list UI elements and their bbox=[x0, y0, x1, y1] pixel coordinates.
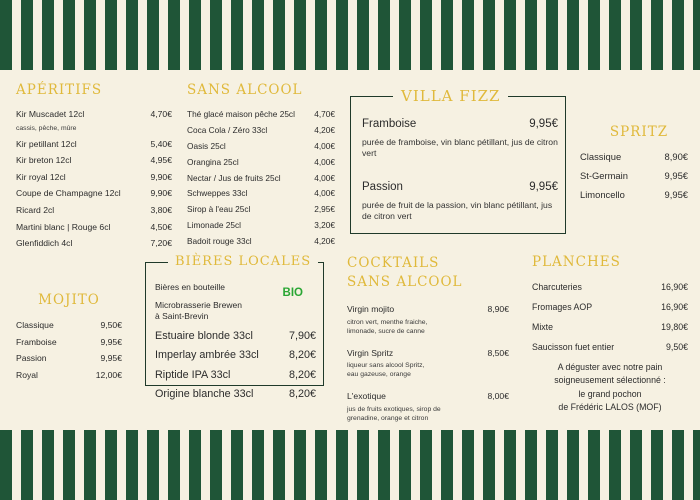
item-price: 16,90€ bbox=[661, 282, 688, 292]
intro-line: à Saint-Brevin bbox=[155, 311, 209, 321]
item-name: Passion bbox=[16, 353, 47, 364]
item-price: 8,20€ bbox=[288, 388, 316, 401]
menu-item bbox=[187, 205, 335, 213]
mojito-section bbox=[16, 292, 122, 387]
menu-item bbox=[347, 349, 509, 380]
item-name: Mixte bbox=[532, 321, 554, 332]
menu-item bbox=[155, 350, 316, 361]
item-price: 4,70€ bbox=[150, 109, 172, 119]
spritz-title: SPRITZ bbox=[609, 124, 669, 140]
item-description bbox=[347, 361, 509, 379]
item-name: Kir royal 12cl bbox=[16, 171, 66, 182]
item-price: 8,20€ bbox=[288, 368, 316, 381]
item-description: cassis, pêche, mûre bbox=[16, 124, 77, 132]
item-name: Coupe de Champagne 12cl bbox=[16, 188, 121, 199]
item-price: 8,50€ bbox=[487, 347, 509, 358]
planches-section bbox=[532, 254, 688, 415]
menu-item bbox=[532, 303, 688, 312]
item-name: Virgin mojito bbox=[347, 304, 395, 314]
menu-item bbox=[347, 392, 509, 423]
bieres-locales-box bbox=[145, 254, 324, 401]
item-name: Coca Cola / Zéro 33cl bbox=[187, 124, 268, 135]
menu-item bbox=[187, 126, 335, 134]
menu-item bbox=[16, 156, 172, 165]
menu-item bbox=[16, 189, 172, 198]
menu-item bbox=[532, 323, 688, 332]
item-price: 9,95€ bbox=[664, 189, 688, 201]
menu-item bbox=[16, 338, 122, 347]
menu-item bbox=[580, 171, 688, 180]
item-price: 9,90€ bbox=[150, 171, 172, 182]
item-price: 9,95€ bbox=[664, 170, 688, 182]
item-name: St-Germain bbox=[580, 170, 628, 182]
item-price: 4,95€ bbox=[150, 155, 172, 166]
item-name: Kir breton 12cl bbox=[16, 155, 72, 166]
item-name: Sirop à l'eau 25cl bbox=[187, 204, 251, 215]
item-name: Imperlay ambrée 33cl bbox=[155, 349, 259, 362]
menu-item bbox=[16, 140, 172, 149]
menu-item bbox=[16, 173, 172, 182]
sans-alcool-title: SANS ALCOOL bbox=[187, 82, 303, 98]
aperitifs-title: APÉRITIFS bbox=[16, 82, 103, 98]
note-line: le grand pochon bbox=[578, 388, 642, 399]
bieres-intro bbox=[155, 282, 267, 323]
menu-item bbox=[187, 237, 335, 245]
menu-item bbox=[16, 110, 172, 132]
item-name: Martini blanc | Rouge 6cl bbox=[16, 221, 111, 232]
item-price: 9,95€ bbox=[100, 336, 122, 347]
item-name: Limonade 25cl bbox=[187, 220, 241, 231]
item-price: 9,50€ bbox=[665, 341, 688, 352]
item-price: 8,20€ bbox=[288, 349, 316, 362]
item-name: Fromages AOP bbox=[532, 301, 593, 312]
item-price: 7,90€ bbox=[288, 330, 316, 342]
menu-item bbox=[362, 182, 558, 223]
desc-line: liqueur sans alcool Spritz, bbox=[347, 362, 425, 370]
menu-item bbox=[16, 371, 122, 380]
item-price: 4,20€ bbox=[314, 236, 335, 247]
cocktails-title-line2: SANS ALCOOL bbox=[347, 274, 463, 290]
item-price: 4,00€ bbox=[314, 172, 335, 183]
menu-item bbox=[187, 142, 335, 150]
item-description: purée de fruit de la passion, vin blanc pétillant, jus de citron vert bbox=[362, 199, 553, 221]
item-name: Thé glacé maison pêche 25cl bbox=[187, 109, 295, 119]
menu-item bbox=[187, 189, 335, 197]
item-price: 12,00€ bbox=[95, 369, 122, 380]
note-line: de Frédéric LALOS (MOF) bbox=[558, 402, 662, 413]
item-name: Kir petillant 12cl bbox=[16, 138, 77, 149]
bieres-title: BIÈRES LOCALES bbox=[168, 254, 318, 269]
spritz-section bbox=[580, 124, 688, 210]
cocktails-section bbox=[347, 254, 509, 423]
cocktails-title-line1: COCKTAILS bbox=[347, 255, 440, 271]
note-line: A déguster avec notre pain bbox=[557, 361, 663, 372]
item-name: Schweppes 33cl bbox=[187, 188, 248, 199]
item-name: Orangina 25cl bbox=[187, 156, 239, 167]
item-price: 4,70€ bbox=[314, 109, 335, 119]
item-name: Glenfiddich 4cl bbox=[16, 238, 73, 249]
item-name: Charcuteries bbox=[532, 282, 582, 292]
item-name: Badoit rouge 33cl bbox=[187, 236, 252, 247]
bio-badge: BIO bbox=[282, 287, 303, 299]
item-name: Passion bbox=[362, 181, 403, 193]
item-name: Oasis 25cl bbox=[187, 140, 226, 151]
menu-item bbox=[580, 190, 688, 199]
item-price: 4,00€ bbox=[314, 188, 335, 199]
menu-item bbox=[532, 343, 688, 352]
villa-fizz-box bbox=[350, 87, 566, 234]
desc-line: citron vert, menthe fraiche, bbox=[347, 318, 428, 326]
item-name: Riptide IPA 33cl bbox=[155, 368, 231, 381]
item-name: Estuaire blonde 33cl bbox=[155, 330, 253, 342]
item-name: Framboise bbox=[362, 118, 417, 130]
item-price: 4,20€ bbox=[314, 124, 335, 135]
menu-item bbox=[187, 221, 335, 229]
item-name: Virgin Spritz bbox=[347, 347, 394, 358]
item-price: 9,95€ bbox=[100, 353, 122, 364]
item-name: Limoncello bbox=[580, 189, 625, 201]
desc-line: jus de fruits exotiques, sirop de bbox=[347, 405, 441, 413]
menu-item bbox=[155, 389, 316, 400]
item-price: 8,90€ bbox=[664, 151, 688, 162]
intro-line: Microbrasserie Brewen bbox=[155, 299, 242, 310]
menu-item bbox=[187, 174, 335, 182]
item-description bbox=[347, 318, 509, 336]
menu-item bbox=[187, 110, 335, 118]
menu-item bbox=[532, 283, 688, 292]
desc-line: limonade, sucre de canne bbox=[347, 327, 425, 335]
item-price: 9,95€ bbox=[529, 181, 558, 193]
item-name: Classique bbox=[580, 151, 622, 162]
item-price: 8,90€ bbox=[487, 304, 509, 314]
item-price: 4,00€ bbox=[314, 156, 335, 167]
intro-line: Bières en bouteille bbox=[155, 282, 225, 292]
aperitifs-section bbox=[16, 82, 172, 256]
top-stripe-banner bbox=[0, 0, 700, 70]
bieres-list bbox=[155, 331, 316, 409]
bottom-stripe-banner bbox=[0, 430, 700, 500]
item-price: 3,80€ bbox=[150, 204, 172, 215]
item-price: 16,90€ bbox=[661, 301, 688, 312]
item-name: Origine blanche 33cl bbox=[155, 388, 254, 401]
item-name: Framboise bbox=[16, 336, 57, 347]
note-line: soigneusement sélectionné : bbox=[554, 375, 666, 386]
item-price: 4,00€ bbox=[314, 140, 335, 151]
item-price: 9,95€ bbox=[529, 118, 558, 130]
menu-item bbox=[16, 239, 172, 248]
menu-item bbox=[580, 152, 688, 161]
villa-fizz-title: VILLA FIZZ bbox=[393, 87, 508, 105]
menu-item bbox=[187, 158, 335, 166]
item-name: Ricard 2cl bbox=[16, 204, 55, 215]
item-description bbox=[347, 405, 509, 423]
menu-item bbox=[155, 370, 316, 381]
item-description: purée de framboise, vin blanc pétillant, jus de citron vert bbox=[362, 136, 558, 158]
item-name: Kir Muscadet 12cl bbox=[16, 109, 85, 119]
item-name: Classique bbox=[16, 320, 54, 330]
menu-item bbox=[347, 305, 509, 336]
item-price: 3,20€ bbox=[314, 220, 335, 231]
item-price: 19,80€ bbox=[661, 321, 688, 332]
item-price: 7,20€ bbox=[150, 238, 172, 249]
menu-item bbox=[16, 206, 172, 215]
mojito-title: MOJITO bbox=[38, 292, 100, 308]
item-price: 2,95€ bbox=[314, 204, 335, 215]
item-price: 5,40€ bbox=[150, 138, 172, 149]
menu-item bbox=[362, 119, 558, 160]
desc-line: eau gazeuse, orange bbox=[347, 371, 411, 379]
item-price: 9,50€ bbox=[100, 320, 122, 330]
item-price: 9,90€ bbox=[150, 188, 172, 199]
item-name: L'exotique bbox=[347, 391, 386, 402]
desc-line: grenadine, orange et citron bbox=[347, 414, 429, 422]
menu-item bbox=[155, 331, 316, 342]
menu-item bbox=[16, 321, 122, 330]
sans-alcool-section bbox=[187, 82, 335, 253]
menu-item bbox=[16, 354, 122, 363]
item-price: 4,50€ bbox=[150, 221, 172, 232]
item-price: 8,00€ bbox=[487, 391, 509, 402]
menu-item bbox=[16, 223, 172, 232]
item-name: Saucisson fuet entier bbox=[532, 341, 615, 352]
planches-note bbox=[532, 361, 688, 415]
item-name: Royal bbox=[16, 369, 38, 380]
item-name: Nectar / Jus de fruits 25cl bbox=[187, 172, 281, 183]
planches-title: PLANCHES bbox=[532, 254, 621, 270]
